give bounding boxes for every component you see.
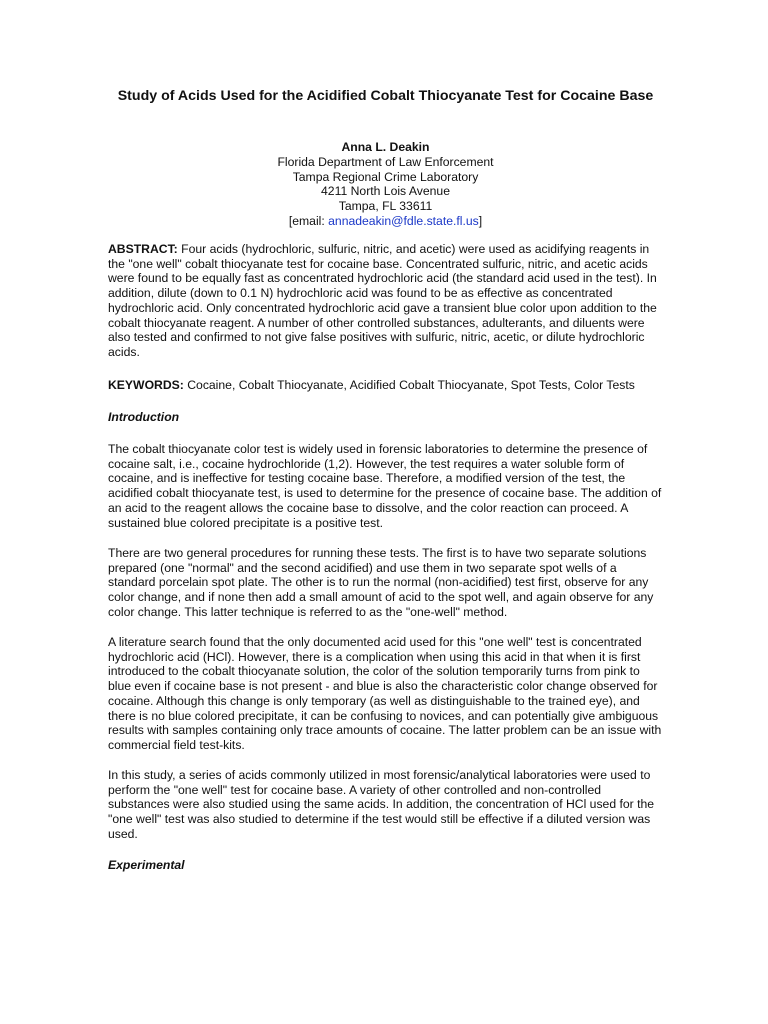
- abstract-paragraph: [108, 242, 663, 360]
- email-suffix: ]: [478, 213, 483, 228]
- author-block: [108, 140, 663, 229]
- section-heading-experimental: Experimental: [108, 858, 185, 872]
- keywords-text: Cocaine, Cobalt Thiocyanate, Acidified Cobalt Thiocyanate, Spot Tests, Color Tests: [187, 378, 635, 392]
- keywords-paragraph: [108, 378, 663, 393]
- body-paragraph: A literature search found that the only documented acid used for this "one well" test is concentrated hydrochloric acid (HCl). However, there is a complication when using this acid in that when it is first introduced to the cobalt thiocyanate solution, the color of the solution temporarily turns from pink to blue even if cocaine base is not present - and blue is also the characteristic color change observed for cocaine. Although this change is only temporary (as well as distinguishable to the trained eye), and there is no blue colored precipitate, it can be confusing to novices, and can potentially give ambiguous results with samples containing only trace amounts of cocaine. The latter problem can be an issue with commercial field test-kits.: [108, 635, 662, 752]
- affiliation-line: Tampa, FL 33611: [338, 199, 433, 214]
- affiliation-line: Florida Department of Law Enforcement: [277, 154, 494, 169]
- affiliation-line: 4211 North Lois Avenue: [321, 184, 450, 199]
- abstract-text: Four acids (hydrochloric, sulfuric, nitric, and acetic) were used as acidifying reagents in the "one well" cobalt thiocyanate test for cocaine base. Concentrated sulfuric, nitric, and acetic acids were found to be equally fast as concentrated hydrochloric acid (the standard acid used in the test). In addition, dilute (down to 0.1 N) hydrochloric acid was found to be as effective as concentrated hydrochloric acid. Only concentrated hydrochloric acid gave a transient blue color upon addition to the cobalt thiocyanate reagent. A number of other controlled substances, adulterants, and diluents were also tested and confirmed to not give false positives with sulfuric, nitric, acetic, or dilute hydrochloric acids.: [108, 242, 657, 359]
- paper-title: Study of Acids Used for the Acidified Cobalt Thiocyanate Test for Cocaine Base: [117, 88, 654, 104]
- email-link[interactable]: annadeakin@fdle.state.fl.us: [328, 213, 479, 228]
- email-prefix: [email:: [288, 213, 329, 228]
- abstract-label: ABSTRACT:: [108, 242, 178, 256]
- body-paragraph: In this study, a series of acids commonly utilized in most forensic/analytical laboratories were used to perform the "one well" test for cocaine base. A variety of other controlled and non-controlled substances were also studied using the same acids. In addition, the concentration of HCl used for the "one well" test was also studied to determine if the test would still be effective if a diluted version was used.: [108, 768, 655, 841]
- keywords-label: KEYWORDS:: [108, 378, 184, 392]
- author-name: Anna L. Deakin: [341, 140, 430, 154]
- body-paragraph: There are two general procedures for running these tests. The first is to have two separate solutions prepared (one "normal" and the second acidified) and use them in two separate spot wells of a standard porcelain spot plate. The other is to run the normal (non-acidified) test first, observe for any color change, and if none then add a small amount of acid to the spot well, and again observe for any color change. This latter technique is referred to as the "one-well" method.: [108, 546, 654, 619]
- section-heading-introduction: Introduction: [108, 410, 180, 424]
- email-line: [108, 214, 663, 229]
- affiliation-line: Tampa Regional Crime Laboratory: [292, 169, 479, 184]
- body-paragraph: The cobalt thiocyanate color test is widely used in forensic laboratories to determine the presence of cocaine salt, i.e., cocaine hydrochloride (1,2). However, the test requires a water soluble form of cocaine, and is ineffective for testing cocaine base. Therefore, a modified version of the test, the acidified cobalt thiocyanate test, is used to determine for the presence of cocaine base. The addition of an acid to the reagent allows the cocaine base to dissolve, and the color reaction can proceed. A sustained blue colored precipitate is a positive test.: [108, 442, 662, 530]
